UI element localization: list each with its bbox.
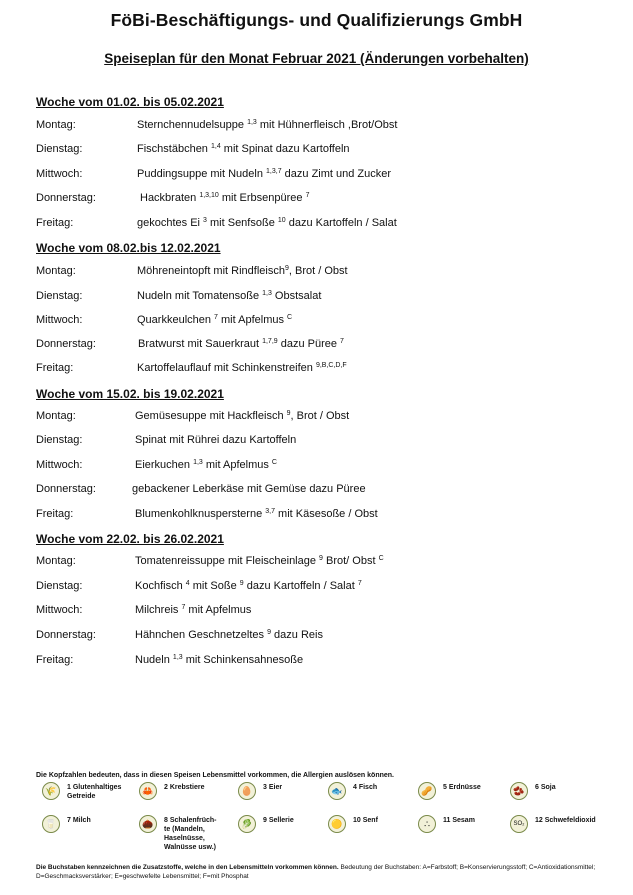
day-label: Dienstag:	[36, 290, 83, 302]
allergen-code: 3,7	[265, 508, 275, 515]
day-label: Freitag:	[36, 217, 74, 229]
allergen-label: 12 Schwefeldioxid	[535, 817, 596, 824]
allergen-label: 4 Fisch	[353, 784, 378, 791]
allergen-code: C	[287, 314, 293, 321]
allergen-code: C	[378, 555, 384, 562]
company-name: FöBi-Beschäftigungs- und Qualifizierungs GmbH	[110, 10, 523, 30]
allergen-code: 9	[267, 629, 271, 636]
day-label: Dienstag:	[36, 580, 83, 592]
day-label: Montag:	[36, 410, 76, 422]
day-label: Mittwoch:	[36, 168, 83, 180]
allergen-code: 7	[340, 338, 344, 345]
meal-description: Kartoffelauflauf mit Schinkenstreifen $^{9,B,C,D,F}$	[137, 362, 347, 374]
additives-note	[36, 863, 616, 881]
day-label: Dienstag:	[36, 434, 83, 446]
meal-description: Möhreneintopft mit Rindfleisch$^9$, Brot / Obst	[137, 265, 348, 277]
mustard-icon: 🟡	[328, 815, 346, 833]
allergen-label: 9 Sellerie	[263, 817, 294, 824]
sesame-icon: ∴	[418, 815, 436, 833]
week-heading: Woche vom 22.02. bis 26.02.2021	[36, 532, 224, 546]
meal-description: gekochtes Ei $^3$ mit Senfsoße $^{10}$ dazu Kartoffeln / Salat	[137, 217, 397, 229]
allergen-code: C	[271, 459, 277, 466]
nut-icon: 🌰	[139, 815, 157, 833]
allergen-code: 9	[319, 555, 323, 562]
allergen-label: 6 Soja	[535, 784, 556, 791]
day-label: Donnerstag:	[36, 629, 96, 641]
fish-icon: 🐟	[328, 782, 346, 800]
menu-title: Speiseplan für den Monat Februar 2021 (Änderungen vorbehalten)	[104, 51, 529, 66]
meal-description: Hähnchen Geschnetzeltes $^9$ dazu Reis	[135, 629, 323, 641]
day-label: Donnerstag:	[36, 192, 96, 204]
allergen-label: 5 Erdnüsse	[443, 784, 481, 791]
allergen-code: 7	[305, 192, 310, 199]
allergen-code: 1,3,7	[266, 168, 282, 175]
meal-description: Nudeln mit Tomatensoße $^{1,3}$ Obstsalat	[137, 290, 322, 302]
meal-description: Kochfisch $^4$ mit Soße $^9$ dazu Kartoffeln / Salat $^7$	[135, 580, 362, 592]
meal-description: Sternchennudelsuppe $^{1,3}$ mit Hühnerfleisch ,Brot/Obst	[137, 119, 398, 131]
allergen-code: 1,4	[210, 143, 221, 150]
week-heading: Woche vom 08.02.bis 12.02.2021	[36, 241, 221, 255]
day-label: Donnerstag:	[36, 483, 96, 495]
allergen-label: 7 Milch	[67, 817, 91, 824]
additives-note-text: Bedeutung der Buchstaben: A=Farbstoff; B=Konservierungsstoff; C=Antioxidationsmittel; D=Geschmacksverstärker; E=geschwefelte Lebensmittel; F=mit Phosphat	[36, 864, 596, 880]
meal-description: Tomatenreissuppe mit Fleischeinlage $^9$ Brot/ Obst $^C$	[135, 555, 384, 567]
meal-description: Fischstäbchen $^{1,4}$ mit Spinat dazu Kartoffeln	[137, 143, 350, 155]
meal-description: Nudeln $^{1,3}$ mit Schinkensahnesoße	[135, 654, 304, 666]
meal-description: Quarkkeulchen $^7$ mit Apfelmus $^C$	[137, 314, 293, 326]
soy-icon: 🫘	[510, 782, 528, 800]
meal-description: Blumenkohlknuspersterne $^{3,7}$ mit Käsesoße / Obst	[135, 508, 378, 520]
allergen-code: 1,7,9	[262, 338, 278, 345]
allergen-code: 9	[284, 265, 289, 272]
allergen-code: 10	[277, 217, 286, 224]
meal-description: Puddingsuppe mit Nudeln $^{1,3,7}$ dazu Zimt und Zucker	[137, 168, 392, 180]
meal-description: Eierkuchen $^{1,3}$ mit Apfelmus $^C$	[135, 459, 277, 471]
allergen-label: 8 Schalenfrüch- te (Mandeln, Haselnüsse, Walnüsse usw.)	[164, 817, 217, 851]
allergen-code: 7	[357, 580, 362, 587]
allergen-code: 3	[203, 217, 207, 224]
allergen-code: 1,3	[193, 459, 203, 466]
allergen-label: 3 Eier	[263, 784, 283, 791]
sulfite-icon: SO₂	[510, 815, 528, 833]
crab-icon: 🦀	[139, 782, 157, 800]
allergen-code: 7	[181, 604, 186, 611]
day-label: Mittwoch:	[36, 314, 83, 326]
day-label: Montag:	[36, 265, 76, 277]
week-heading: Woche vom 01.02. bis 05.02.2021	[36, 95, 224, 109]
meal-description: Spinat mit Rührei dazu Kartoffeln	[135, 434, 297, 446]
meal-description: Gemüsesuppe mit Hackfleisch $^9$, Brot / Obst	[135, 410, 350, 422]
day-label: Mittwoch:	[36, 459, 83, 471]
grain-icon: 🌾	[42, 782, 60, 800]
milk-icon: 🥛	[42, 815, 60, 833]
celery-icon: 🥬	[238, 815, 256, 833]
meal-description: Bratwurst mit Sauerkraut $^{1,7,9}$ dazu Püree $^7$	[138, 338, 344, 350]
allergen-label: 10 Senf	[353, 817, 378, 824]
day-label: Freitag:	[36, 654, 74, 666]
meal-description: Milchreis $^7$ mit Apfelmus	[135, 604, 252, 616]
day-label: Montag:	[36, 119, 76, 131]
allergen-code: 1,3	[262, 290, 272, 297]
allergen-label: 2 Krebstiere	[164, 784, 205, 791]
allergen-code: 9	[239, 580, 244, 587]
meal-description: Hackbraten $^{1,3,10}$ mit Erbsenpüree $^7$	[140, 192, 310, 204]
day-label: Montag:	[36, 555, 76, 567]
allergen-code: 9,B,C,D,F	[315, 362, 347, 369]
allergen-legend-title: Die Kopfzahlen bedeuten, dass in diesen Speisen Lebensmittel vorkommen, die Allergien auslösen können.	[36, 772, 394, 779]
allergen-code: 4	[185, 580, 190, 587]
week-heading: Woche vom 15.02. bis 19.02.2021	[36, 387, 224, 401]
additives-note-bold: Die Buchstaben kennzeichnen die Zusatzstoffe, welche in den Lebensmitteln vorkommen können.	[36, 864, 339, 871]
allergen-label: 11 Sesam	[443, 817, 475, 824]
allergen-code: 1,3	[247, 119, 257, 126]
meal-description: gebackener Leberkäse mit Gemüse dazu Püree	[132, 483, 366, 495]
day-label: Freitag:	[36, 508, 74, 520]
allergen-code: 7	[214, 314, 218, 321]
allergen-code: 9	[286, 410, 291, 417]
peanut-icon: 🥜	[418, 782, 436, 800]
day-label: Dienstag:	[36, 143, 83, 155]
allergen-code: 1,3	[172, 654, 183, 661]
day-label: Mittwoch:	[36, 604, 83, 616]
egg-icon: 🥚	[238, 782, 256, 800]
allergen-code: 1,3,10	[199, 192, 219, 199]
day-label: Freitag:	[36, 362, 74, 374]
allergen-label: 1 Glutenhaltiges Getreide	[67, 784, 122, 800]
day-label: Donnerstag:	[36, 338, 96, 350]
